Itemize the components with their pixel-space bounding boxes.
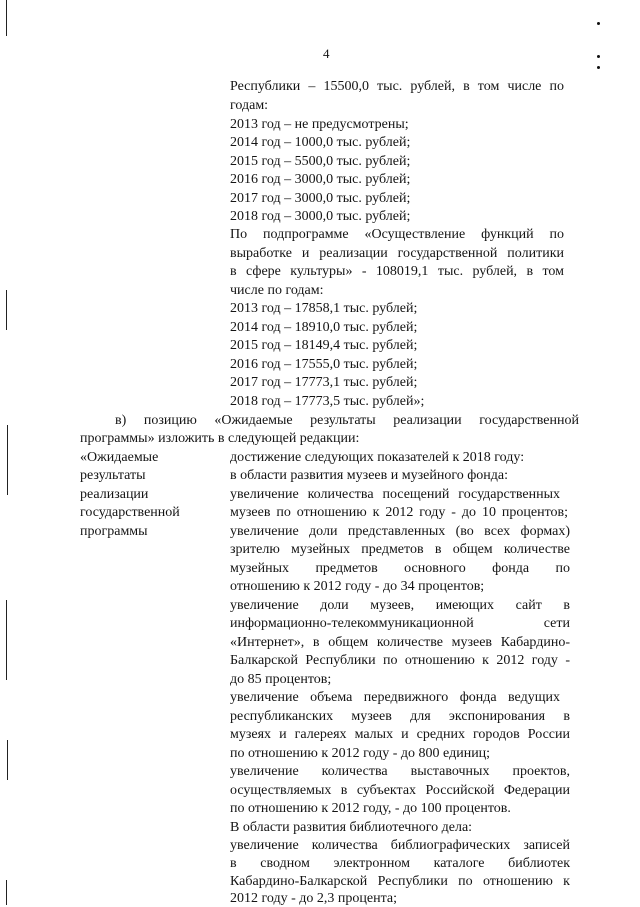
text-line: зрителю музейных предметов в общем количестве: [230, 542, 570, 557]
text-line: увеличение доли представленных (во всех формах): [230, 524, 570, 539]
text-line: 2015 год – 5500,0 тыс. рублей;: [230, 154, 411, 169]
scan-margin-mark: [7, 425, 8, 495]
text-line: 2016 год – 3000,0 тыс. рублей;: [230, 172, 411, 187]
scan-margin-mark: [6, 290, 7, 330]
text-line: увеличение объема передвижного фонда ведущих: [230, 690, 560, 705]
text-line: достижение следующих показателей к 2018 году:: [230, 450, 525, 465]
text-line: программы» изложить в следующей редакции:: [80, 431, 360, 446]
text-line: 2014 год – 18910,0 тыс. рублей;: [230, 320, 418, 335]
text-line: в сфере культуры» - 108019,1 тыс. рублей, в том: [230, 264, 564, 279]
text-line: в) позицию «Ожидаемые результаты реализации государственной: [115, 413, 579, 428]
text-line: увеличение количества выставочных проектов,: [230, 764, 570, 779]
text-line: музейных предметов основного фонда по: [230, 561, 570, 576]
text-line: музеях и галереях малых и средних городов России: [230, 727, 570, 742]
text-line: 2013 год – 17858,1 тыс. рублей;: [230, 301, 418, 316]
text-line: увеличение доли музеев, имеющих сайт в: [230, 598, 570, 613]
label-line: программы: [80, 524, 148, 539]
scan-margin-mark: [7, 740, 8, 780]
text-line: осуществляемых в субъектах Российской Федерации: [230, 783, 570, 798]
scan-margin-mark: [6, 0, 7, 36]
text-line: по отношению к 2012 году - до 800 единиц;: [230, 746, 491, 761]
text-line: «Интернет», в общем количестве музеев Кабардино-: [230, 635, 570, 650]
label-line: результаты: [80, 468, 146, 483]
label-line: «Ожидаемые: [80, 450, 159, 465]
text-line: выработке и реализации государственной политики: [230, 246, 564, 261]
scan-dot: [597, 55, 600, 58]
text-line: годам:: [230, 98, 269, 113]
text-line: 2012 году - до 2,3 процента;: [230, 891, 397, 906]
text-line: Кабардино-Балкарской Республики по отношению к: [230, 874, 570, 889]
text-line: в сводном электронном каталоге библиотек: [230, 856, 570, 871]
text-line: информационно-телекоммуникационной сети: [230, 616, 570, 631]
text-line: в области развития музеев и музейного фонда:: [230, 468, 508, 483]
scan-margin-mark: [6, 600, 7, 680]
scan-dot: [597, 22, 600, 25]
text-line: В области развития библиотечного дела:: [230, 820, 473, 835]
text-line: 2018 год – 17773,5 тыс. рублей»;: [230, 394, 425, 409]
text-line: по отношению к 2012 году, - до 100 процентов.: [230, 801, 511, 816]
text-line: 2016 год – 17555,0 тыс. рублей;: [230, 357, 418, 372]
text-line: Республики – 15500,0 тыс. рублей, в том числе по: [230, 79, 564, 94]
text-line: отношению к 2012 году - до 34 процентов;: [230, 579, 485, 594]
scan-margin-mark: [6, 880, 7, 905]
text-line: 2017 год – 3000,0 тыс. рублей;: [230, 191, 411, 206]
scan-dot: [597, 66, 600, 69]
text-line: числе по годам:: [230, 283, 324, 298]
text-line: 2013 год – не предусмотрены;: [230, 117, 409, 132]
label-line: реализации: [80, 487, 149, 502]
page-number: 4: [323, 46, 330, 61]
text-line: увеличение количества библиографических записей: [230, 838, 570, 853]
text-line: увеличение количества посещений государственных: [230, 487, 560, 502]
text-line: 2018 год – 3000,0 тыс. рублей;: [230, 209, 411, 224]
text-line: 2015 год – 18149,4 тыс. рублей;: [230, 338, 418, 353]
text-line: По подпрограмме «Осуществление функций по: [230, 227, 564, 242]
text-line: 2017 год – 17773,1 тыс. рублей;: [230, 375, 418, 390]
text-line: до 85 процентов;: [230, 672, 332, 687]
text-line: 2014 год – 1000,0 тыс. рублей;: [230, 135, 411, 150]
text-line: Балкарской Республики по отношению к 2012 году -: [230, 653, 570, 668]
label-line: государственной: [80, 505, 180, 520]
text-line: республиканских музеев для экспонирования в: [230, 709, 570, 724]
text-line: музеев по отношению к 2012 году - до 10 процентов;: [230, 505, 568, 520]
